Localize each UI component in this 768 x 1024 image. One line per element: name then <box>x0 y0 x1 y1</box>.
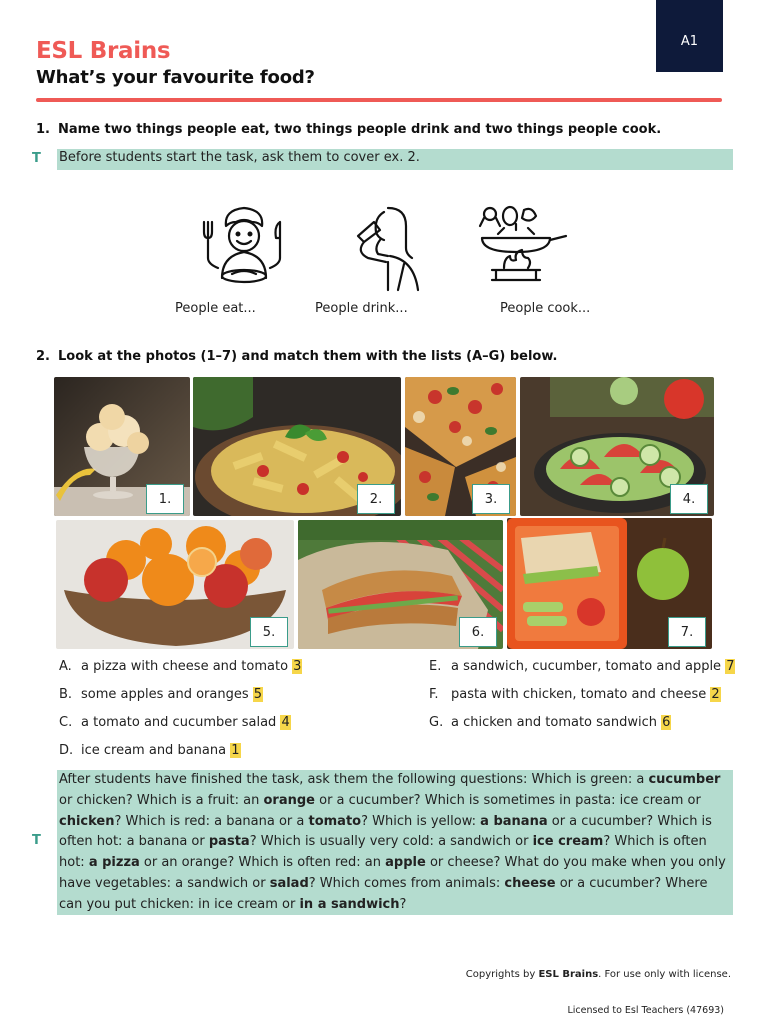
teacher-note-text: ? Which comes from animals: <box>308 875 505 891</box>
answer-c <box>59 715 291 730</box>
teacher-note-text: ? Which is usually very cold: a sandwich or <box>249 834 533 850</box>
salad-photo <box>520 377 714 516</box>
caption-people-drink: People drink... <box>315 301 408 316</box>
teacher-note-keyword: a pizza <box>88 855 140 871</box>
copyright-notice <box>466 969 731 980</box>
caption-people-eat: People eat... <box>175 301 256 316</box>
brand-logo-text: ESL Brains <box>36 38 171 64</box>
answer-e-key: 7 <box>726 659 735 674</box>
answer-d-letter: D. <box>59 743 74 758</box>
answer-g-key: 6 <box>662 715 671 730</box>
teacher-note-text: or an orange? Which is often red: an <box>139 855 386 871</box>
teacher-note-text: or a cucumber? Where can you put chicken: in ice cream or <box>59 875 708 912</box>
answer-c-text: a tomato and cucumber salad <box>81 715 277 730</box>
answer-g-letter: G. <box>429 715 444 730</box>
teacher-note-text: After students have finished the task, ask them the following questions: Which is green: a <box>59 772 649 787</box>
caption-people-cook: People cook... <box>500 301 591 316</box>
answer-a <box>59 659 302 674</box>
teacher-note-keyword: ice cream <box>532 834 604 850</box>
answer-f-letter: F. <box>429 687 439 702</box>
teacher-note-keyword: cheese <box>504 875 556 891</box>
license-notice: Licensed to Esl Teachers (47693) <box>567 1005 724 1016</box>
task-1-instruction <box>36 122 661 137</box>
copyright-prefix: Copyrights by <box>465 969 539 980</box>
teacher-note-keyword: tomato <box>308 813 362 829</box>
answer-a-text: a pizza with cheese and tomato <box>81 659 289 674</box>
copyright-brand: ESL Brains <box>538 969 599 980</box>
teacher-note-keyword: in a sandwich <box>299 896 400 912</box>
answer-a-letter: A. <box>59 659 72 674</box>
teacher-note-text: or cheese? What do you make when you only have vegetables: a sandwich or <box>59 855 726 891</box>
answer-a-key: 3 <box>293 659 302 674</box>
answer-b-letter: B. <box>59 687 73 702</box>
teacher-note-keyword: salad <box>269 875 309 891</box>
teacher-note-keyword: a banana <box>480 813 548 829</box>
answer-c-key: 4 <box>281 715 290 730</box>
answer-e <box>429 659 735 674</box>
answer-d-text: ice cream and banana <box>81 743 227 758</box>
ice-cream-photo <box>54 377 190 516</box>
copyright-suffix: . For use only with license. <box>598 969 731 980</box>
answer-f-key: 2 <box>711 687 720 702</box>
teacher-note-2 <box>57 770 733 915</box>
photo-number-7: 7. <box>668 617 706 647</box>
task-1-number: 1. <box>36 122 50 137</box>
task-2-text: Look at the photos (1–7) and match them with the lists (A–G) below. <box>58 349 558 364</box>
answer-f <box>429 687 721 702</box>
answer-e-letter: E. <box>429 659 442 674</box>
teacher-note-keyword: chicken <box>59 813 115 829</box>
teacher-note-text: ? Which is red: a banana or a <box>114 813 309 829</box>
teacher-note-text: or a cucumber? Which is sometimes in pasta: ice cream or <box>314 792 701 808</box>
photo-number-4: 4. <box>670 484 708 514</box>
photo-number-5: 5. <box>250 617 288 647</box>
teacher-marker-1: T <box>32 151 41 166</box>
teacher-note-keyword: pasta <box>208 834 250 850</box>
cooking-pan-icon <box>474 204 570 292</box>
answer-b <box>59 687 263 702</box>
teacher-note-text: ? Which is often hot: <box>59 834 707 871</box>
person-eating-icon <box>196 204 292 292</box>
sandwich-photo <box>298 520 503 649</box>
answer-e-text: a sandwich, cucumber, tomato and apple <box>451 659 722 674</box>
answer-b-text: some apples and oranges <box>81 687 249 702</box>
answer-d-key: 1 <box>231 743 240 758</box>
answer-d <box>59 743 241 758</box>
photo-number-2: 2. <box>357 484 395 514</box>
pasta-photo <box>193 377 401 516</box>
answer-f-text: pasta with chicken, tomato and cheese <box>451 687 707 702</box>
teacher-note-keyword: apple <box>385 855 426 871</box>
photo-number-1: 1. <box>146 484 184 514</box>
page-title: What’s your favourite food? <box>36 67 315 88</box>
teacher-note-text: or chicken? Which is a fruit: an <box>59 792 264 808</box>
photo-number-6: 6. <box>459 617 497 647</box>
teacher-note-text: ? Which is yellow: <box>361 813 481 829</box>
answer-c-letter: C. <box>59 715 73 730</box>
teacher-marker-2: T <box>32 833 41 848</box>
answer-g-text: a chicken and tomato sandwich <box>451 715 657 730</box>
answer-b-key: 5 <box>253 687 263 702</box>
teacher-note-keyword: cucumber <box>648 772 721 787</box>
fruit-bowl-photo <box>56 520 294 649</box>
answer-g <box>429 715 671 730</box>
teacher-note-keyword: orange <box>263 792 315 808</box>
photo-number-3: 3. <box>472 484 510 514</box>
lunchbox-photo <box>507 518 712 649</box>
task-2-instruction <box>36 349 557 364</box>
pizza-photo <box>405 377 516 516</box>
task-1-text: Name two things people eat, two things people drink and two things people cook. <box>58 122 662 137</box>
teacher-note-1: Before students start the task, ask them to cover ex. 2. <box>57 149 733 170</box>
level-badge: A1 <box>656 0 723 72</box>
teacher-note-text: or a cucumber? Which is often hot: a banana or <box>59 813 712 850</box>
header-divider <box>36 98 722 102</box>
person-drinking-icon <box>344 202 424 294</box>
task-2-number: 2. <box>36 349 50 364</box>
teacher-note-text: ? <box>399 896 407 912</box>
